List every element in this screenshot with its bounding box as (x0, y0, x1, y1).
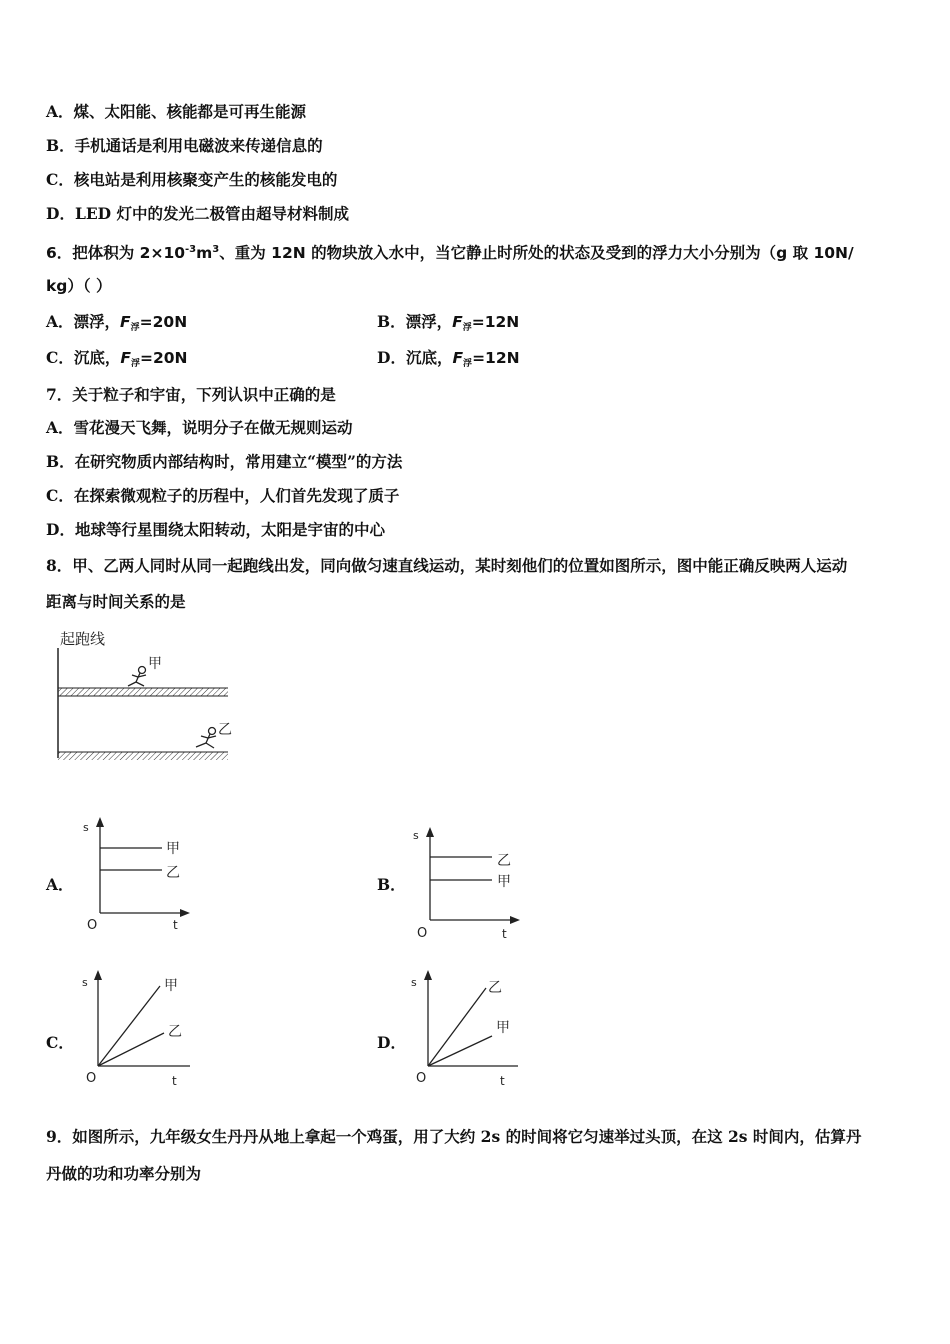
q9-stem-line2: 丹做的功和功率分别为 (46, 1164, 202, 1183)
graph-d (408, 968, 528, 1088)
graph-d-y-arrow (424, 970, 432, 980)
q8-track-figure (48, 628, 238, 768)
graph-d-shallow-label: 甲 (496, 1020, 510, 1036)
force-sub: 浮 (462, 323, 472, 333)
graph-b-label: B． (377, 875, 406, 894)
graph-c-shallow-label: 乙 (168, 1024, 182, 1040)
q6-stem-line2: kg）（ ） (46, 277, 112, 295)
q6-option-a (46, 312, 187, 338)
graph-c-origin: O (86, 1071, 97, 1086)
q6-stem-exp: -3 (185, 244, 197, 255)
graph-c-x-label: t (172, 1074, 177, 1088)
force-symbol: F (452, 349, 464, 367)
q6-option-c-value: =20N (139, 349, 188, 367)
q5-option-b: B．手机通话是利用电磁波来传递信息的 (46, 136, 323, 155)
q7-stem: 7．关于粒子和宇宙，下列认识中正确的是 (46, 385, 336, 404)
graph-b-y-label: s (413, 829, 419, 842)
graph-c-y-label: s (82, 976, 88, 989)
q6-option-d (377, 348, 520, 374)
q5-option-c: C．核电站是利用核聚变产生的核能发电的 (46, 170, 338, 189)
q5-option-a: A．煤、太阳能、核能都是可再生能源 (46, 102, 307, 121)
graph-a-x-label: t (173, 918, 178, 932)
q6-option-c-prefix: C．沉底， (46, 348, 121, 367)
q8-stem-line2: 距离与时间关系的是 (46, 592, 186, 611)
graph-d-x-label: t (500, 1074, 505, 1088)
graph-d-origin: O (416, 1071, 427, 1086)
q5-option-d: D．LED 灯中的发光二极管由超导材料制成 (46, 204, 349, 223)
q6-stem-post: 、重为 12N 的物块放入水中，当它静止时所处的状态及受到的浮力大小分别为（g 取 10N/ (219, 244, 854, 262)
graph-c (80, 968, 200, 1088)
q6-option-b-prefix: B．漂浮， (377, 312, 453, 331)
graph-a-label: A． (46, 875, 74, 894)
q6-option-d-value: =12N (472, 349, 520, 367)
q6-stem-unit-exp: 3 (212, 244, 220, 255)
q7-option-b: B．在研究物质内部结构时，常用建立“模型”的方法 (46, 452, 403, 471)
graph-b-lower-label: 甲 (497, 874, 511, 890)
graph-c-line-shallow (98, 1033, 164, 1066)
q7-option-d: D．地球等行星围绕太阳转动，太阳是宇宙的中心 (46, 520, 385, 539)
q6-option-d-prefix: D．沉底， (377, 348, 453, 367)
runner-jia-icon (128, 667, 146, 687)
graph-b-y-arrow (426, 827, 434, 837)
graph-b-origin: O (417, 926, 428, 941)
q7-option-a: A．雪花漫天飞舞，说明分子在做无规则运动 (46, 418, 353, 437)
q6-stem-unit: m (196, 244, 213, 262)
start-line-label: 起跑线 (60, 630, 106, 648)
graph-b-upper-label: 乙 (497, 853, 511, 869)
force-symbol: F (120, 313, 131, 331)
graph-a-origin: O (87, 918, 98, 933)
graph-a-lower-label: 乙 (166, 865, 180, 881)
lane-bottom (58, 752, 228, 760)
graph-b (410, 825, 530, 945)
q6-stem-pre: 6．把体积为 2×10 (46, 244, 186, 262)
graph-d-steep-label: 乙 (488, 980, 502, 996)
q8-stem-line1: 8．甲、乙两人同时从同一起跑线出发，同向做匀速直线运动，某时刻他们的位置如图所示，图中能正确反映两人运动 (46, 556, 848, 575)
force-sub: 浮 (130, 323, 140, 333)
graph-c-label: C． (46, 1033, 74, 1052)
graph-b-x-label: t (502, 927, 507, 941)
graph-a-y-arrow (96, 817, 104, 827)
q6-option-b (377, 312, 519, 338)
lane-divider (58, 688, 228, 696)
q6-option-b-value: =12N (471, 313, 520, 331)
graph-b-x-arrow (510, 916, 520, 924)
q6-option-a-value: =20N (139, 313, 188, 331)
graph-a (80, 815, 200, 935)
q9-stem-line1: 9．如图所示，九年级女生丹丹从地上拿起一个鸡蛋，用了大约 2s 的时间将它匀速举过头顶，在这 2s 时间内，估算丹 (46, 1127, 862, 1146)
graph-a-y-label: s (83, 821, 89, 834)
force-sub: 浮 (463, 359, 473, 369)
graph-a-upper-label: 甲 (166, 841, 180, 857)
q7-option-c: C．在探索微观粒子的历程中，人们首先发现了质子 (46, 486, 400, 505)
graph-a-x-arrow (180, 909, 190, 917)
runner-yi-icon (196, 728, 216, 749)
force-sub: 浮 (130, 359, 140, 369)
graph-c-steep-label: 甲 (164, 978, 178, 994)
q6-option-a-prefix: A．漂浮， (46, 312, 121, 331)
graph-d-y-label: s (411, 976, 417, 989)
runner-yi-label: 乙 (218, 722, 232, 738)
q6-stem (46, 240, 854, 263)
force-symbol: F (452, 313, 463, 331)
graph-d-line-steep (428, 988, 486, 1066)
force-symbol: F (120, 349, 131, 367)
graph-c-y-arrow (94, 970, 102, 980)
graph-d-line-shallow (428, 1036, 492, 1066)
graph-c-line-steep (98, 986, 160, 1066)
runner-jia-label: 甲 (148, 656, 162, 672)
graph-d-label: D． (377, 1033, 406, 1052)
q6-option-c (46, 348, 187, 374)
